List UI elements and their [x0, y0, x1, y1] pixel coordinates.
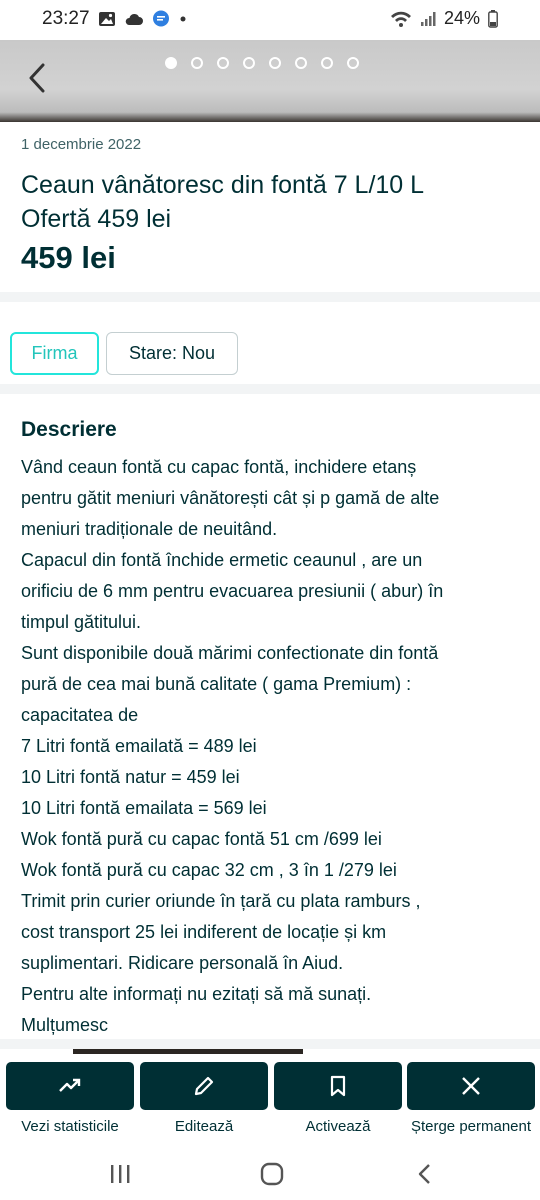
description-line: timpul gătitului. [21, 612, 142, 632]
description-line: Capacul din fontă închide ermetic ceaunul , are un [21, 550, 423, 570]
bookmark-icon [329, 1075, 347, 1097]
description-line: 10 Litri fontă natur = 459 lei [21, 767, 240, 787]
system-back-button[interactable] [404, 1154, 444, 1194]
system-navigation-bar [0, 1146, 540, 1200]
description-line: meniuri tradiționale de neuitând. [21, 519, 278, 539]
description-line: capacitatea de [21, 705, 139, 725]
status-bar [0, 0, 540, 40]
description-line: 7 Litri fontă emailată = 489 lei [21, 736, 257, 756]
description-heading: Descriere [21, 418, 117, 441]
gallery-dot[interactable] [243, 57, 255, 69]
listing-date: 1 decembrie 2022 [21, 136, 142, 153]
status-time: 23:27 [42, 8, 90, 29]
chevron-left-icon [28, 63, 46, 93]
action-bar [0, 1054, 540, 1146]
back-button[interactable] [20, 58, 54, 98]
wifi-icon [390, 10, 412, 28]
cloud-icon [124, 11, 144, 27]
close-icon [461, 1076, 481, 1096]
description-line: Sunt disponibile două mărimi confectionate din fontă [21, 643, 439, 663]
description-line: Vând ceaun fontă cu capac fontă, inchidere etanș [21, 457, 417, 477]
activate-label[interactable]: Activează [305, 1118, 371, 1135]
description-line: Wok fontă pură cu capac 32 cm , 3 în 1 /279 lei [21, 860, 397, 880]
description-line: Wok fontă pură cu capac fontă 51 cm /699 lei [21, 829, 382, 849]
seller-type-chip[interactable]: Firma [10, 332, 99, 375]
gallery-dot[interactable] [321, 57, 333, 69]
edit-label[interactable]: Editează [174, 1118, 234, 1135]
listing-title [21, 168, 521, 236]
gallery-dot[interactable] [347, 57, 359, 69]
status-system-icons [390, 8, 498, 29]
gallery-dot[interactable] [217, 57, 229, 69]
listing-price: 459 lei [21, 240, 116, 275]
image-icon [98, 11, 116, 27]
recent-apps-button[interactable] [100, 1154, 140, 1194]
battery-percentage: 24% [443, 8, 480, 28]
status-notification-icons [98, 10, 188, 28]
delete-permanently-label[interactable]: Șterge permanent [410, 1118, 532, 1135]
image-gallery[interactable] [0, 40, 540, 122]
gallery-pagination [165, 57, 359, 69]
description-line: Trimit prin curier oriunde în țară cu plata ramburs , [21, 891, 421, 911]
description-line: orificiu de 6 mm pentru evacuarea presiunii ( abur) în [21, 581, 444, 601]
messages-icon [152, 10, 170, 28]
description-line: suplimentari. Ridicare personală în Aiud. [21, 953, 344, 973]
activate-button[interactable] [274, 1062, 402, 1110]
listing-title-line: Ceaun vânătoresc din fontă 7 L/10 L [21, 171, 425, 199]
description-line: 10 Litri fontă emailata = 569 lei [21, 798, 267, 818]
battery-icon [488, 10, 498, 28]
description-line: Pentru alte informați nu ezitați să mă sunați. [21, 984, 372, 1004]
view-stats-button[interactable] [6, 1062, 134, 1110]
description-line: pentru gătit meniuri vânătorești cât și p gamă de alte [21, 488, 440, 508]
dot-icon [178, 11, 188, 27]
view-stats-label[interactable]: Vezi statisticile [21, 1118, 119, 1135]
gallery-dot[interactable] [269, 57, 281, 69]
gallery-dot[interactable] [295, 57, 307, 69]
listing-title-line: Ofertă 459 lei [21, 205, 172, 233]
description-line: pură de cea mai bună calitate ( gama Premium) : [21, 674, 412, 694]
gallery-dot[interactable] [165, 57, 177, 69]
gallery-dot[interactable] [191, 57, 203, 69]
trending-up-icon [58, 1078, 82, 1094]
signal-icon [420, 11, 436, 27]
pencil-icon [193, 1075, 215, 1097]
description-body [21, 452, 526, 1041]
condition-chip[interactable]: Stare: Nou [106, 332, 238, 375]
edit-button[interactable] [140, 1062, 268, 1110]
section-divider [0, 1039, 540, 1049]
section-divider [0, 292, 540, 302]
home-icon [260, 1162, 284, 1186]
description-line: Mulțumesc [21, 1015, 109, 1035]
recent-apps-icon [109, 1164, 131, 1184]
description-line: cost transport 25 lei indiferent de locație și km [21, 922, 387, 942]
chevron-left-icon [417, 1163, 431, 1185]
section-divider [0, 384, 540, 394]
home-button[interactable] [252, 1154, 292, 1194]
delete-permanently-button[interactable] [407, 1062, 535, 1110]
